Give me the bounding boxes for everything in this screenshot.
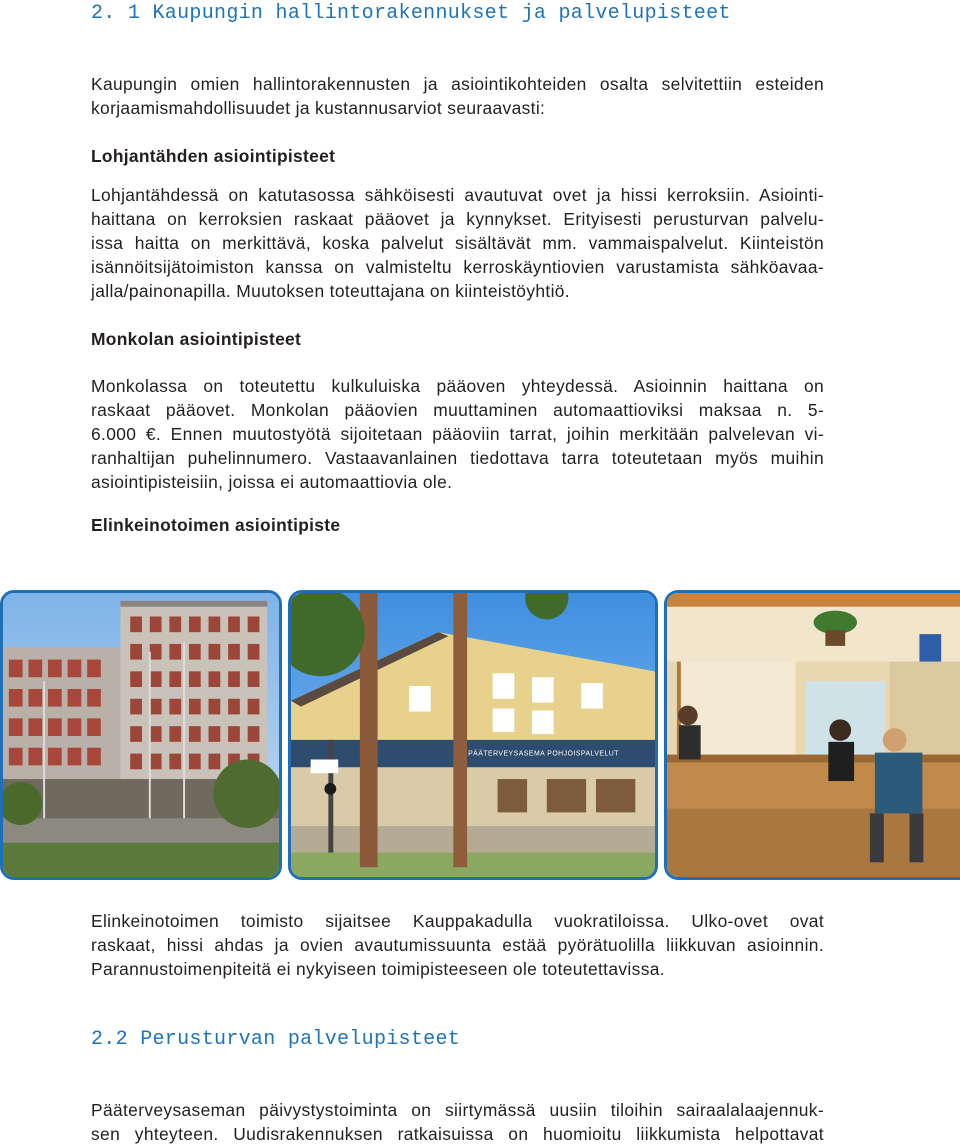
photo-service-counter (664, 590, 960, 880)
section-heading-2-1: 2. 1 Kaupungin hallintorakennukset ja palvelupisteet (91, 2, 731, 25)
health-centre-sign: PÄÄTERVEYSASEMA POHJOISPALVELUT (468, 750, 619, 758)
text-line: raskaat, hissi ahdas ja ovien avautumissuunta estää pyörätuolilla liikkuvan asioinnin. (91, 935, 824, 955)
photo-administration-building (0, 590, 282, 880)
intro-paragraph (91, 72, 824, 120)
perusturva-paragraph (91, 1098, 824, 1146)
text-line: Pääterveysaseman päivystystoiminta on siirtymässä uusiin tiloihin sairaalalaajennuk- (91, 1100, 824, 1120)
text-line: Elinkeinotoimen toimisto sijaitsee Kauppakadulla vuokratiloissa. Ulko-ovet ovat (91, 911, 824, 931)
text-line: Parannustoimenpiteitä ei nykyiseen toimipisteeseen ole toteutettavissa. (91, 959, 665, 979)
text-line: haittana on kerroksien raskaat pääovet ja kynnykset. Erityisesti perusturvan palvelu- (91, 209, 824, 229)
elinkeinotoimi-paragraph (91, 909, 824, 981)
text-line: korjaamismahdollisuudet ja kustannusarviot seuraavasti: (91, 98, 546, 118)
text-line: Kaupungin omien hallintorakennusten ja asiointikohteiden osalta selvitettiin esteiden (91, 74, 824, 94)
text-line: asiointipisteisiin, joissa ei automaattiovia ole. (91, 472, 453, 492)
subheading-monkola: Monkolan asiointipisteet (91, 329, 302, 349)
text-line: isännöitsijätoimiston kanssa on valmisteltu kerroskäyntiovien varustamista sähköavaa- (91, 257, 824, 277)
section-heading-2-2: 2.2 Perusturvan palvelupisteet (91, 1028, 461, 1051)
text-line: Monkolassa on toteutettu kulkuluiska pääoven yhteydessä. Asioinnin haittana on (91, 376, 824, 396)
photo-health-centre (288, 590, 658, 880)
text-line: sen yhteyteen. Uudisrakennuksen ratkaisuissa on huomioitu liikkumista helpottavat (91, 1124, 824, 1144)
monkola-paragraph (91, 374, 824, 494)
subheading-lohjantahden: Lohjantähden asiointipisteet (91, 146, 336, 166)
text-line: ranhaltijan puhelinnumero. Vastaavanlainen tiedottava tarra toteutetaan myös muihin (91, 448, 824, 468)
text-line: raskaat pääovet. Monkolan pääovien muuttaminen automaattioviksi maksaa n. 5- (91, 400, 824, 420)
text-line: issa haitta on merkittävä, koska palvelut sisältävät mm. vammaispalvelut. Kiinteistön (91, 233, 824, 253)
text-line: Lohjantähdessä on katutasossa sähköisesti avautuvat ovet ja hissi kerroksiin. Asiointi- (91, 185, 824, 205)
text-line: jalla/painonapilla. Muutoksen toteuttajana on kiinteistöyhtiö. (91, 281, 570, 301)
text-line: 6.000 €. Ennen muutostyötä sijoitetaan pääoviin tarrat, joihin merkitään palvelevan vi- (91, 424, 824, 444)
subheading-elinkeinotoimi: Elinkeinotoimen asiointipiste (91, 515, 341, 535)
lohjantahden-paragraph (91, 183, 824, 303)
